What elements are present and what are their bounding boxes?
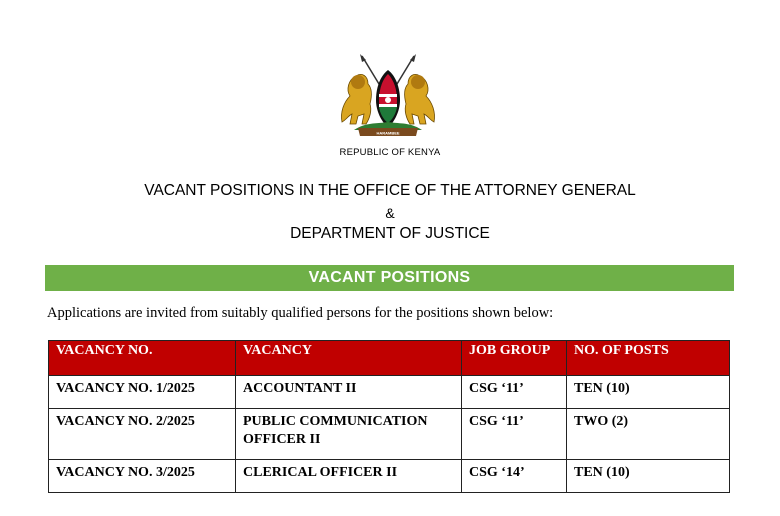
- cell-vacancy: ACCOUNTANT II: [236, 376, 462, 409]
- cell-vacancy-no: VACANCY NO. 2/2025: [49, 409, 236, 460]
- cell-job-group: CSG ‘14’: [462, 460, 567, 493]
- title-ampersand: &: [385, 205, 395, 221]
- column-header-vacancy-no: VACANCY NO.: [49, 341, 236, 376]
- page-subtitle: DEPARTMENT OF JUSTICE: [290, 225, 490, 242]
- column-header-no-of-posts: NO. OF POSTS: [567, 341, 730, 376]
- cell-job-group: CSG ‘11’: [462, 409, 567, 460]
- cell-no-of-posts: TEN (10): [567, 460, 730, 493]
- svg-text:HARAMBEE: HARAMBEE: [376, 130, 400, 136]
- cell-vacancy: PUBLIC COMMUNICATION OFFICER II: [236, 409, 462, 460]
- cell-no-of-posts: TWO (2): [567, 409, 730, 460]
- cell-vacancy-no: VACANCY NO. 1/2025: [49, 376, 236, 409]
- table-header-row: [49, 341, 730, 376]
- cell-job-group: CSG ‘11’: [462, 376, 567, 409]
- cell-vacancy-no: VACANCY NO. 3/2025: [49, 460, 236, 493]
- table-row: [49, 376, 730, 409]
- intro-text: Applications are invited from suitably qualified persons for the positions shown below:: [47, 305, 554, 321]
- cell-no-of-posts: TEN (10): [567, 376, 730, 409]
- table-row: [49, 460, 730, 493]
- column-header-job-group: JOB GROUP: [462, 341, 567, 376]
- page-title: VACANT POSITIONS IN THE OFFICE OF THE ATTORNEY GENERAL: [144, 182, 636, 199]
- vacancy-table: [48, 340, 730, 493]
- vacant-positions-banner: VACANT POSITIONS: [45, 265, 734, 291]
- republic-of-kenya-label: REPUBLIC OF KENYA: [339, 147, 441, 158]
- cell-vacancy: CLERICAL OFFICER II: [236, 460, 462, 493]
- column-header-vacancy: VACANCY: [236, 341, 462, 376]
- table-row: [49, 409, 730, 460]
- kenya-coat-of-arms-icon: [336, 52, 440, 140]
